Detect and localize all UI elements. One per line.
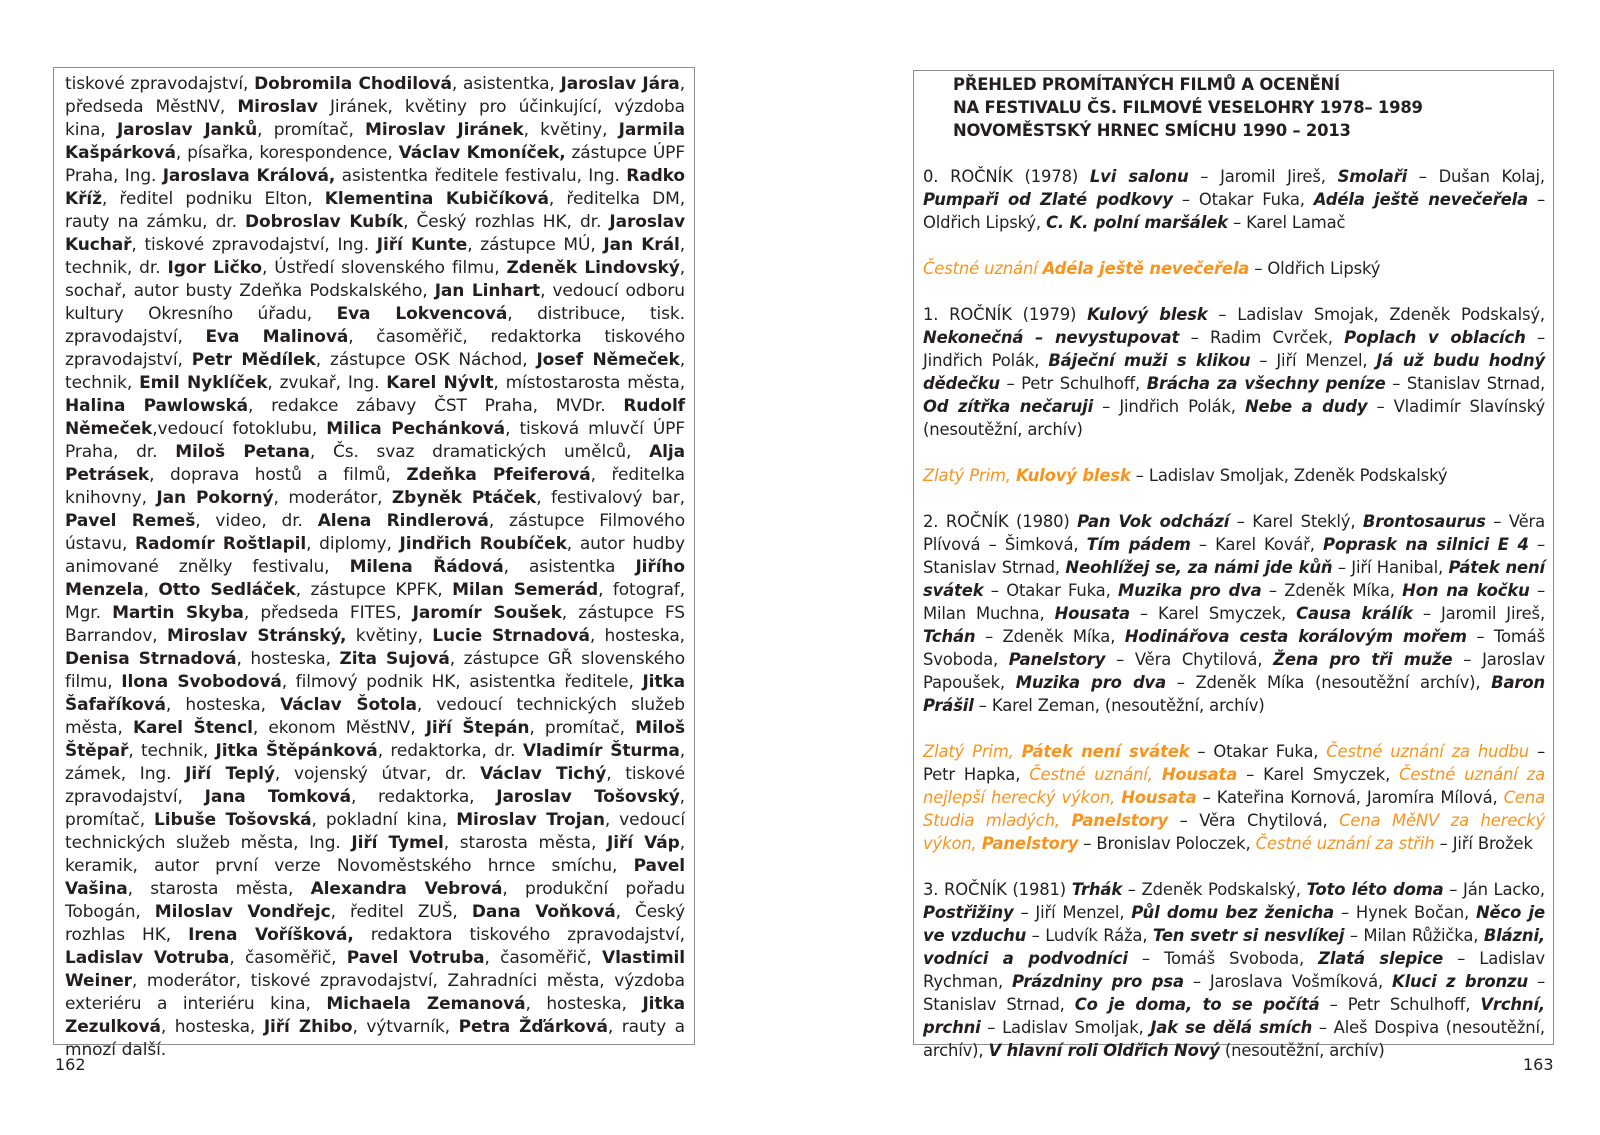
section-heading — [923, 73, 1545, 142]
left-page-body — [65, 73, 685, 1062]
year-1980-awards: Zlatý Prim, Pátek není svátek – Otakar Fuka, Čestné uznání za hudbu – Petr Hapka, Čestné uznání, Housata – Karel Smyczek, Čestné uznání za nejlepší herecký výkon, Housata – Kateřina Kornová, Jaromíra Mílová, Cena Studia mladých, Panelstory – Věra Chytilová, Cena MěNV za herecký výkon, Panelstory – Bronislav Poloczek, Čestné uznání za střih – Jiří Brožek — [923, 742, 1546, 853]
heading-line-3: NOVOMĚSTSKÝ HRNEC SMÍCHU 1990 – 2013 — [953, 121, 1351, 140]
year-1981-films: 3. ROČNÍK (1981) Trhák – Zdeněk Podskalský, Toto léto doma – Ján Lacko, Postřižiny – Jiří Menzel, Půl domu bez ženicha – Hynek Bočan, Něco je ve vzduchu – Ludvík Ráža, Ten svetr si nesvlíkej – Milan Růžička, Blázni, vodníci a podvodníci – Tomáš Svoboda, Zlatá slepice – Ladislav Rychman, Prázdniny pro psa – Jaroslava Vošmíková, Kluci z bronzu – Stanislav Strnad, Co je doma, to se počítá – Petr Schulhoff, Vrchní, prchni – Ladislav Smoljak, Jak se dělá smích – Aleš Dospiva (nesoutěžní, archív), V hlavní roli Oldřich Nový (nesoutěžní, archív) — [923, 880, 1545, 1060]
year-1979-awards: Zlatý Prim, Kulový blesk – Ladislav Smoljak, Zdeněk Podskalský — [923, 466, 1448, 485]
page-number-right: 163 — [1523, 1055, 1554, 1074]
year-1979-films: 1. ROČNÍK (1979) Kulový blesk – Ladislav Smojak, Zdeněk Podskalsý, Nekonečná – nevystupovat – Radim Cvrček, Poplach v oblacích – Jindřich Polák, Báječní muži s klikou – Jiří Menzel, Já už budu hodný dědečku – Petr Schulhoff, Brácha za všechny peníze – Stanislav Strnad, Od zítřka nečaruji – Jindřich Polák, Nebe a dudy – Vladimír Slavínský (nesoutěžní, archív) — [923, 305, 1546, 439]
year-1978-films: 0. ROČNÍK (1978) Lvi salonu – Jaromil Jireš, Smolaři – Dušan Kolaj, Pumpaři od Zlaté podkovy – Otakar Fuka, Adéla ještě nevečeřela – Oldřich Lipský, C. K. polní maršálek – Karel Lamač — [923, 167, 1546, 232]
credits-paragraph: tiskové zpravodajství, Dobromila Chodilová, asistentka, Jaroslav Jára, předseda MěstNV, Miroslav Jiránek, květiny pro účinkující, výzdoba kina, Jaroslav Janků, promítač, Miroslav Jiránek, květiny, Jarmila Kašpárková, písařka, korespondence, Václav Kmoníček, zástupce ÚPF Praha, Ing. Jaroslava Králová, asistentka ředitele festivalu, Ing. Radko Kříž, ředitel podniku Elton, Klementina Kubičíková, ředitelka DM, rauty na zámku, dr. Dobroslav Kubík, Český rozhlas HK, dr. Jaroslav Kuchař, tiskové zpravodajství, Ing. Jiří Kunte, zástupce MÚ, Jan Král, technik, dr. Igor Ličko, Ústředí slovenského filmu, Zdeněk Lindovský, sochař, autor busty Zdeňka Podskalského, Jan Linhart, vedoucí odboru kultury Okresního úřadu, Eva Lokvencová, distribuce, tisk. zpravodajství, Eva Malinová, časoměřič, redaktorka tiskového zpravodajství, Petr Mědílek, zástupce OSK Náchod, Josef Němeček, technik, Emil Nyklíček, zvukař, Ing. Karel Nývlt, místostarosta města, Halina Pawlowská, redakce zábavy ČST Praha, MVDr. Rudolf Němeček,vedoucí fotoklubu, Milica Pechánková, tisková mluvčí ÚPF Praha, dr. Miloš Petana, Čs. svaz dramatických umělců, Alja Petrásek, doprava hostů a filmů, Zdeňka Pfeiferová, ředitelka knihovny, Jan Pokorný, moderátor, Zbyněk Ptáček, festivalový bar, Pavel Remeš, video, dr. Alena Rindlerová, zástupce Filmového ústavu, Radomír Roštlapil, diplomy, Jindřich Roubíček, autor hudby animované znělky festivalu, Milena Řádová, asistentka Jiřího Menzela, Otto Sedláček, zástupce KPFK, Milan Semerád, fotograf, Mgr. Martin Skyba, předseda FITES, Jaromír Soušek, zástupce FS Barrandov, Miroslav Stránský, květiny, Lucie Strnadová, hosteska, Denisa Strnadová, hosteska, Zita Sujová, zástupce GŘ slovenského filmu, Ilona Svobodová, filmový podnik HK, asistentka ředitele, Jitka Šafaříková, hosteska, Václav Šotola, vedoucí technických služeb města, Karel Štencl, ekonom MěstNV, Jiří Štepán, promítač, Miloš Štěpař, technik, Jitka Štěpánková, redaktorka, dr. Vladimír Šturma, zámek, Ing. Jiří Teplý, vojenský útvar, dr. Václav Tichý, tiskové zpravodajství, Jana Tomková, redaktorka, Jaroslav Tošovský, promítač, Libuše Tošovská, pokladní kina, Miroslav Trojan, vedoucí technických služeb města, Ing. Jiří Tymel, starosta města, Jiří Váp, keramik, autor první verze Novoměstského hrnce smíchu, Pavel Vašina, starosta města, Alexandra Vebrová, produkční pořadu Tobogán, Miloslav Vondřejc, ředitel ZUŠ, Dana Voňková, Český rozhlas HK, Irena Voříšková, redaktora tiskového zpravodajství, Ladislav Votruba, časoměřič, Pavel Votruba, časoměřič, Vlastimil Weiner, moderátor, tiskové zpravodajství, Zahradníci města, výzdoba exteriéru a interiéru kina, Michaela Zemanová, hosteska, Jitka Zezulková, hosteska, Jiří Zhibo, výtvarník, Petra Žďárková, rauty a mnozí další. — [65, 74, 686, 1060]
right-page-body — [923, 73, 1545, 1062]
year-1978-awards: Čestné uznání Adéla ještě nevečeřela – Oldřich Lipský — [923, 259, 1381, 278]
page-number-left: 162 — [55, 1055, 86, 1074]
year-1980-films: 2. ROČNÍK (1980) Pan Vok odchází – Karel Steklý, Brontosaurus – Věra Plívová – Šimková, Tím pádem – Karel Kovář, Poprask na silnici E 4 – Stanislav Strnad, Neohlížej se, za námi jde kůň – Jiří Hanibal, Pátek není svátek – Otakar Fuka, Muzika pro dva – Zdeněk Míka, Hon na kočku – Milan Muchna, Housata – Karel Smyczek, Causa králík – Jaromil Jireš, Tchán – Zdeněk Míka, Hodinářova cesta korálovým mořem – Tomáš Svoboda, Panelstory – Věra Chytilová, Žena pro tři muže – Jaroslav Papoušek, Muzika pro dva – Zdeněk Míka (nesoutěžní archív), Baron Prášil – Karel Zeman, (nesoutěžní, archív) — [923, 512, 1546, 715]
heading-line-2: NA FESTIVALU ČS. FILMOVÉ VESELOHRY 1978– 1989 — [953, 98, 1423, 117]
heading-line-1: PŘEHLED PROMÍTANÝCH FILMŮ A OCENĚNÍ — [953, 75, 1340, 94]
